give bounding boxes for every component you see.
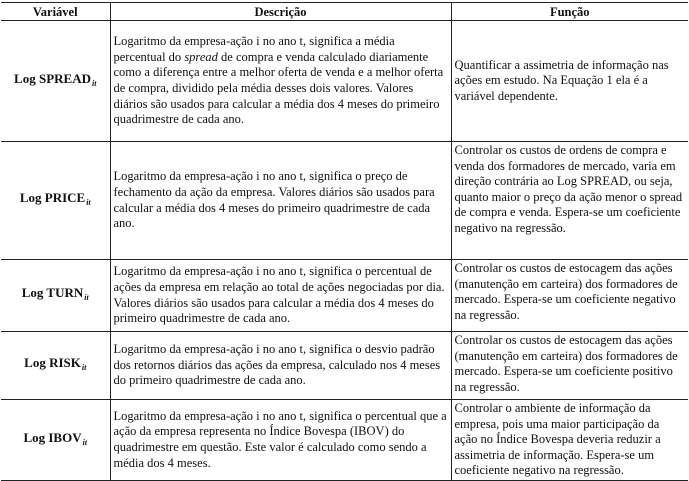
description-cell: Logaritmo da empresa-ação i no ano t, significa o desvio padrão dos retornos diários das ações da empresa, calculado nos 4 meses do primeiro quadrimestre de cada ano. [110,332,451,400]
variable-cell [1,400,110,481]
function-cell: Controlar os custos de estocagem das ações (manutenção em carteira) dos formadores de mercado. Espera-se um coeficiente positivo na regressão. [451,332,688,400]
header-description: Descrição [110,3,451,21]
header-function: Função [451,3,688,21]
description-text-cont: de compra e venda calculado diariamente como a diferença entre a melhor oferta de venda e a melhor oferta de compra, dividido pela média desses dois valores. Valores diários são usados para calcular a média dos 4 meses do primeiro quadrimestre de cada ano. [113,49,444,127]
variable-cell [1,21,110,142]
variable-name: Log SPREAD [14,70,91,86]
variable-name: Log RISK [24,355,81,371]
variable-subscript: it [91,78,97,88]
description-text: Logaritmo da empresa-ação i no ano t, significa a média percentual do [113,34,395,64]
description-cell: Logaritmo da empresa-ação i no ano t, significa o percentual de ações da empresa em relação ao total de ações negociadas por dia. Valores diários são usados para calcular a média dos 4 meses do primeiro quadrimestre de cada ano. [110,260,451,332]
variable-subscript: it [86,198,91,208]
variable-name: Log IBOV [23,429,82,445]
function-cell: Controlar o ambiente de informação da empresa, pois uma maior participação da ação no Índice Bovespa deveria reduzir a assimetria de informação. Espera-se um coeficiente negativo na regressão. [451,400,688,481]
table-row [1,400,688,481]
function-cell: Controlar os custos de ordens de compra e venda dos formadores de mercado, varia em direção contrária ao Log SPREAD, ou seja, quanto maior o preço da ação menor o spread de compra e venda. Espera-se um coeficiente negativo na regressão. [451,142,688,260]
variable-subscript: it [82,437,88,447]
variable-name: Log PRICE [19,190,86,206]
table-row [1,260,688,332]
description-cell: Logaritmo da empresa-ação i no ano t, significa o preço de fechamento da ação da empresa. Valores diários são usados para calcular a média dos 4 meses do primeiro quadrimestre de cada ano. [110,142,451,260]
variable-name: Log TURN [21,285,84,301]
table-row [1,21,688,142]
variable-cell [1,142,110,260]
header-variable: Variável [1,3,110,21]
function-cell: Quantificar a assimetria de informação nas ações em estudo. Na Equação 1 ela é a variável dependente. [451,21,688,142]
description-cell: Logaritmo da empresa-ação i no ano t, significa o percentual que a ação da empresa representa no Índice Bovespa (IBOV) do quadrimestre em questão. Este valor é calculado como sendo a média dos 4 meses. [110,400,451,481]
description-emphasis: spread [184,49,218,64]
table-header-row [1,3,688,21]
variables-table [1,2,688,481]
variable-subscript: it [84,293,89,303]
table-row [1,142,688,260]
variable-cell [1,260,110,332]
description-cell [110,21,451,142]
table-row [1,332,688,400]
variable-subscript: it [81,363,87,373]
variable-cell [1,332,110,400]
function-cell: Controlar os custos de estocagem das ações (manutenção em carteira) dos formadores de mercado. Espera-se um coeficiente negativo na regressão. [451,260,688,332]
